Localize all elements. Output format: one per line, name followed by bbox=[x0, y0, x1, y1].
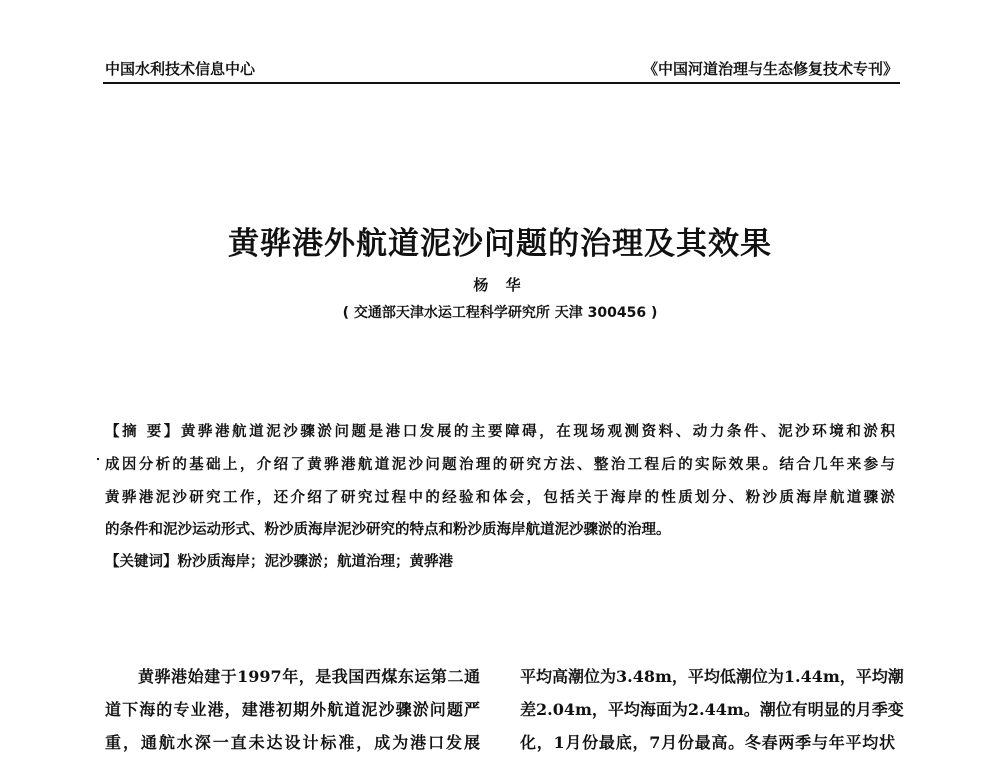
abstract-line: 黄骅港泥沙研究工作，还介绍了研究过程中的经验和体会，包括关于海岸的性质划分、粉沙质海岸航道骤淤 bbox=[105, 489, 895, 506]
abstract-line: 成因分析的基础上，介绍了黄骅港航道泥沙问题治理的研究方法、整治工程后的实际效果。结合几年来参与 bbox=[105, 456, 895, 473]
journal-header-right: 《中国河道治理与生态修复技术专刊》 bbox=[642, 60, 898, 78]
body-right-line: 平均高潮位为3.48m，平均低潮位为1.44m，平均潮 bbox=[520, 667, 904, 686]
abstract-line: 的条件和泥沙运动形式、粉沙质海岸泥沙研究的特点和粉沙质海岸航道泥沙骤淤的治理。 bbox=[105, 521, 671, 538]
body-right-line: 化，1月份最底，7月份最高。冬春两季与年平均状 bbox=[520, 733, 895, 752]
body-right-line: 差2.04m，平均海面为2.44m。潮位有明显的月季变 bbox=[520, 700, 904, 719]
body-left-line: 道下海的专业港，建港初期外航道泥沙骤淤问题严 bbox=[105, 700, 480, 719]
article-author: 杨 华 bbox=[473, 276, 527, 294]
abstract-line: 【摘 要】黄骅港航道泥沙骤淤问题是港口发展的主要障碍，在现场观测资料、动力条件、泥沙环境和淤积 bbox=[105, 423, 895, 440]
header-rule bbox=[103, 82, 900, 84]
article-affiliation: ( 交通部天津水运工程科学研究所 天津 300456 ) bbox=[342, 305, 658, 321]
body-left-line: 重，通航水深一直未达设计标准，成为港口发展 bbox=[105, 733, 480, 752]
body-left-line: 黄骅港始建于1997年，是我国西煤东运第二通 bbox=[138, 667, 480, 686]
scan-speck bbox=[97, 458, 99, 460]
journal-header-left: 中国水利技术信息中心 bbox=[105, 60, 256, 78]
keywords: 【关键词】粉沙质海岸；泥沙骤淤；航道治理；黄骅港 bbox=[105, 553, 453, 570]
article-title: 黄骅港外航道泥沙问题的治理及其效果 bbox=[228, 226, 772, 262]
